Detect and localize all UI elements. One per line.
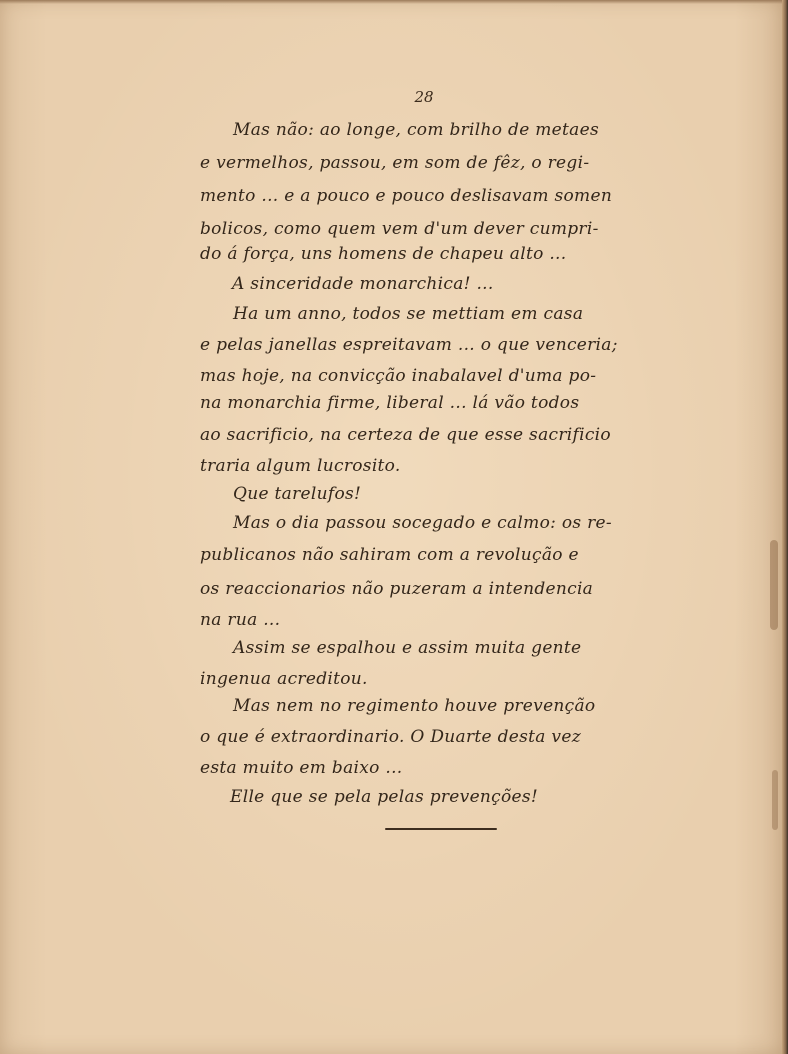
page-edge [782,0,788,1054]
text-line: traria algum lucrosito. [200,456,401,476]
page-top-edge [0,0,782,4]
text-line: o que é extraordinario. O Duarte desta vez [200,727,581,747]
paper-stain [772,770,778,830]
text-line: na rua ... [200,610,281,630]
text-line: mas hoje, na convicção inabalavel d'uma po- [200,366,597,386]
text-line: Assim se espalhou e assim muita gente [233,638,582,658]
text-line: bolicos, como quem vem d'um dever cumpri- [200,219,599,239]
text-line: publicanos não sahiram com a revolução e [200,545,579,565]
text-line: Ha um anno, todos se mettiam em casa [233,304,584,324]
text-line: Que tarelufos! [233,484,362,504]
text-line: e pelas janellas espreitavam ... o que venceria; [200,335,618,355]
text-line: os reaccionarios não puzeram a intendencia [200,579,594,599]
text-line: esta muito em baixo ... [200,758,403,778]
text-line: A sinceridade monarchica! ... [232,274,494,294]
text-line: do á força, uns homens de chapeu alto ... [200,244,567,264]
text-line: Elle que se pela pelas prevenções! [230,787,539,807]
paper-stain [770,540,778,630]
text-line: ingenua acreditou. [200,669,368,689]
text-line: Mas não: ao longe, com brilho de metaes [233,120,599,140]
closing-rule [385,828,497,830]
text-line: e vermelhos, passou, em som de fêz, o regi- [200,153,590,173]
text-line: Mas nem no regimento houve prevenção [233,696,596,716]
text-line: Mas o dia passou socegado e calmo: os re- [233,513,612,533]
text-line: mento ... e a pouco e pouco deslisavam somen [200,186,613,206]
text-line: ao sacrificio, na certeza de que esse sacrificio [200,425,611,445]
page-number: 28 [414,88,434,106]
text-line: na monarchia firme, liberal ... lá vão todos [200,393,580,413]
